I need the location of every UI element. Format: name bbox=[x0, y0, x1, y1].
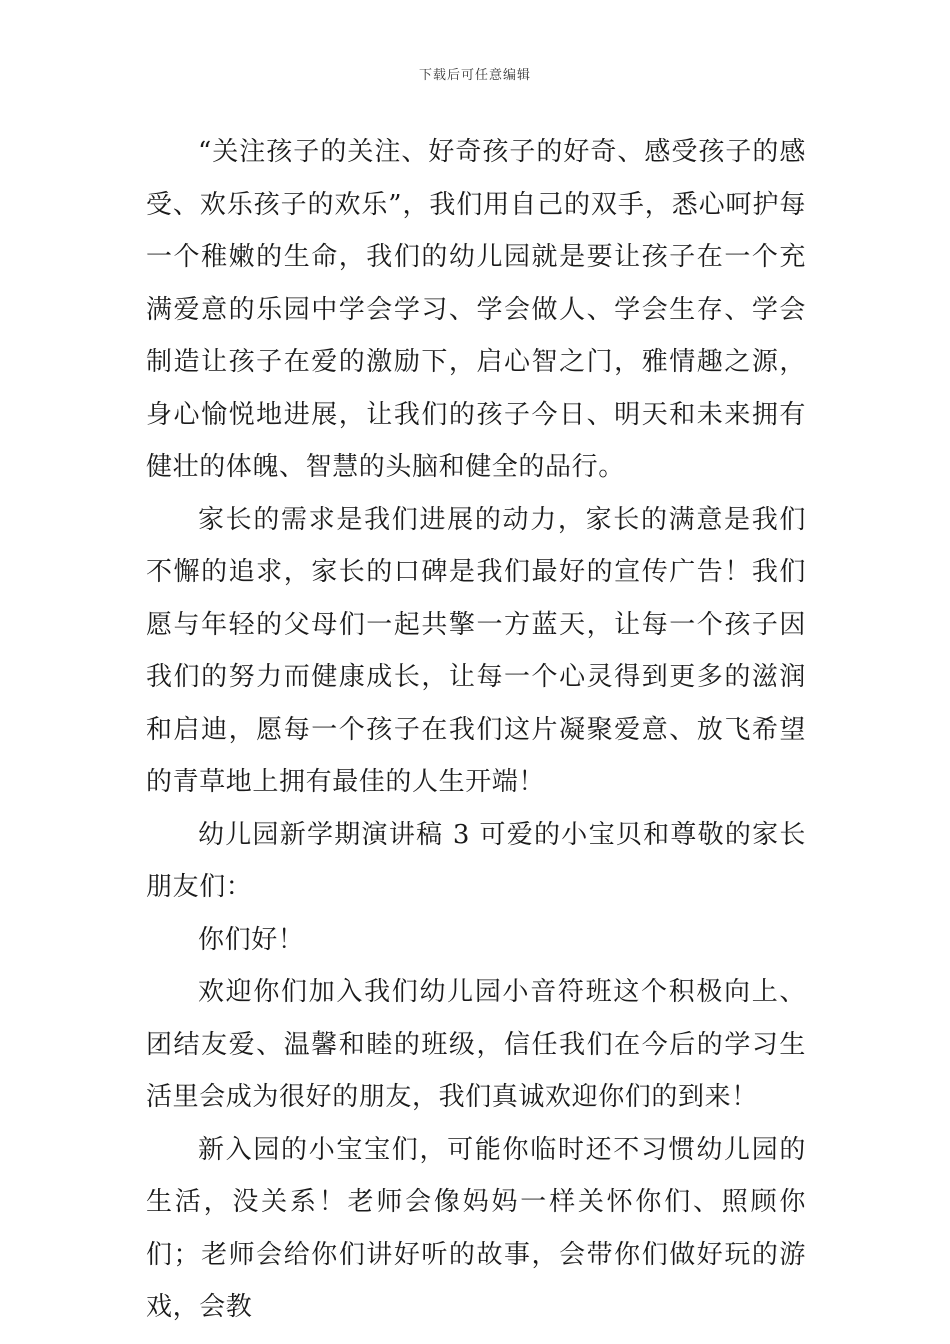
paragraph-6: 新入园的小宝宝们，可能你临时还不习惯幼儿园的生活，没关系！老师会像妈妈一样关怀你们、照顾你们；老师会给你们讲好听的故事，会带你们做好玩的游戏，会教 bbox=[146, 1134, 806, 1322]
header-note: 下载后可任意编辑 bbox=[418, 68, 531, 83]
paragraph-5: 欢迎你们加入我们幼儿园小音符班这个积极向上、团结友爱、温馨和睦的班级，信任我们在今后的学习生活里会成为很好的朋友，我们真诚欢迎你们的到来！ bbox=[146, 977, 806, 1112]
paragraph-3: 幼儿园新学期演讲稿 3 可爱的小宝贝和尊敬的家长朋友们： bbox=[146, 819, 806, 902]
paragraph-1: “关注孩子的关注、好奇孩子的好奇、感受孩子的感受、欢乐孩子的欢乐”，我们用自己的双手，悉心呵护每一个稚嫩的生命，我们的幼儿园就是要让孩子在一个充满爱意的乐园中学会学习、学会做人、学会生存、学会制造让孩子在爱的激励下，启心智之门，雅情趣之源，身心愉悦地进展，让我们的孩子今日、明天和未来拥有健壮的体魄、智慧的头脑和健全的品行。 bbox=[146, 137, 806, 482]
paragraph-2: 家长的需求是我们进展的动力，家长的满意是我们不懈的追求，家长的口碑是我们最好的宣传广告！我们愿与年轻的父母们一起共擎一方蓝天，让每一个孩子因我们的努力而健康成长，让每一个心灵得到更多的滋润和启迪，愿每一个孩子在我们这片凝聚爱意、放飞希望的青草地上拥有最佳的人生开端！ bbox=[146, 504, 806, 797]
paragraph-4: 你们好！ bbox=[198, 924, 305, 955]
body-text bbox=[146, 126, 806, 1334]
